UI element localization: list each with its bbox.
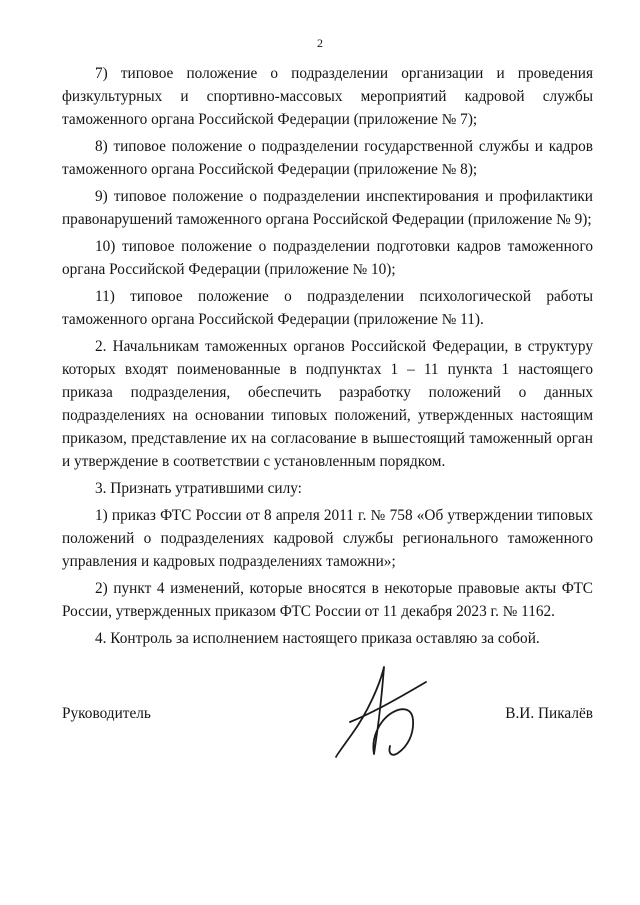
item-10-paragraph: 10) типовое положение о подразделении подготовки кадров таможенного органа Российской Федерации (приложение № 10); — [62, 238, 593, 278]
signature-block — [62, 705, 593, 729]
clause-4-paragraph: 4. Контроль за исполнением настоящего приказа оставляю за собой. — [95, 630, 540, 647]
item-7-paragraph: 7) типовое положение о подразделении организации и проведения физкультурных и спортивно-массовых мероприятий кадровой службы таможенного органа Российской Федерации (приложение № 7); — [62, 65, 593, 128]
page-number: 2 — [317, 36, 323, 50]
item-9-paragraph: 9) типовое положение о подразделении инспектирования и профилактики правонарушений таможенного органа Российской Федерации (приложение № 9); — [62, 188, 593, 228]
clause-2-paragraph: 2. Начальникам таможенных органов Российской Федерации, в структуру которых входят поименованные в подпунктах 1 – 11 пункта 1 настоящего приказа подразделения, обеспечить разработку положений о данных подразделениях на основании типовых положений, утвержденных настоящим приказом, представление их на согласование в вышестоящий таможенный орган и утверждение в соответствии с установленным порядком. — [62, 338, 593, 470]
clause-3-paragraph: 3. Признать утратившими силу: — [95, 480, 302, 497]
clause-3-item-1-paragraph: 1) приказ ФТС России от 8 апреля 2011 г. № 758 «Об утверждении типовых положений о подразделениях кадровой службы регионального таможенного управления и кадровых подразделениях таможни»; — [62, 507, 593, 570]
signatory-role: Руководитель — [62, 705, 151, 722]
document-body — [62, 62, 593, 650]
item-11-paragraph: 11) типовое положение о подразделении психологической работы таможенного органа Российской Федерации (приложение № 11). — [62, 288, 593, 328]
item-8-paragraph: 8) типовое положение о подразделении государственной службы и кадров таможенного органа Российской Федерации (приложение № 8); — [62, 138, 593, 178]
signatory-name: В.И. Пикалёв — [505, 705, 593, 722]
clause-3-item-2-paragraph: 2) пункт 4 изменений, которые вносятся в некоторые правовые акты ФТС России, утвержденных приказом ФТС России от 11 декабря 2023 г. № 1162. — [62, 580, 593, 620]
